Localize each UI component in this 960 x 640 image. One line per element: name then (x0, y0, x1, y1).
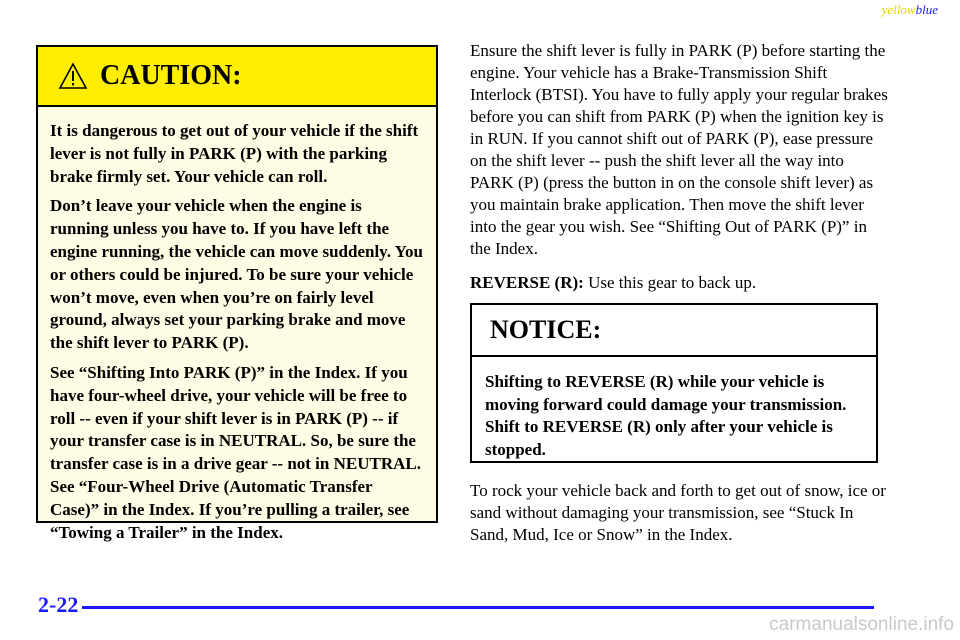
reverse-label: REVERSE (R): (470, 273, 584, 292)
page-number: 2-22 (38, 592, 79, 617)
right-column (470, 40, 890, 306)
caution-paragraph: See “Shifting Into PARK (P)” in the Index. If you have four-wheel drive, your vehicle will be free to roll -- even if your shift lever is in PARK (P) -- if your transfer case is in NEUTRAL. So, be sure the transfer case is in a drive gear -- not in NEUTRAL. See “Four-Wheel Drive (Automatic Transfer Case)” in the Index. If you’re pulling a trailer, see “Towing a Trailer” in the Index. (50, 362, 421, 542)
caution-title: CAUTION: (100, 60, 242, 91)
caution-box (36, 45, 438, 542)
header-blue-text: blue (915, 2, 938, 17)
watermark: carmanualsonline.info (769, 614, 954, 635)
notice-body (472, 357, 876, 461)
header-yellow-text: yellow (881, 2, 916, 17)
footer-rule (82, 606, 874, 609)
reverse-text: Use this gear to back up. (588, 273, 757, 292)
caution-paragraph: It is dangerous to get out of your vehicle if the shift lever is not fully in PARK (P) with the parking brake firmly set. Your vehicle can roll. (50, 121, 419, 186)
rocking-vehicle-text: To rock your vehicle back and forth to get out of snow, ice or sand without damaging your transmission, see “Stuck In Sand, Mud, Ice or Snow” in the Index. (470, 481, 886, 544)
warning-triangle-icon (58, 62, 88, 90)
notice-box (470, 303, 878, 463)
shift-interlock-paragraph: Ensure the shift lever is fully in PARK (P) before starting the engine. Your vehicle has a Brake-Transmission Shift Interlock (BTSI). You have to fully apply your regular brakes before you can shift from PARK (P) when the ignition key is in RUN. If you cannot shift out of PARK (P), ease pressure on the shift lever -- push the shift lever all the way into PARK (P) (press the button in on the console shift lever) as you maintain brake application. Then move the shift lever into the gear you wish. See “Shifting Out of PARK (P)” in the Index. (470, 41, 888, 258)
page-header (882, 2, 938, 18)
rocking-vehicle-paragraph (470, 480, 890, 546)
reverse-paragraph (470, 272, 890, 294)
caution-header (38, 47, 436, 107)
notice-header (472, 305, 876, 357)
notice-title: NOTICE: (490, 315, 602, 344)
caution-paragraph: Don’t leave your vehicle when the engine is running unless you have to. If you have left the engine running, the vehicle can move suddenly. You or others could be injured. To be sure your vehicle won’t move, even when you’re on fairly level ground, always set your parking brake and move the shift lever to PARK (P). (50, 196, 423, 353)
caution-body (38, 107, 436, 544)
notice-text: Shifting to REVERSE (R) while your vehicle is moving forward could damage your transmission. Shift to REVERSE (R) only after your vehicle is stopped. (485, 372, 847, 459)
